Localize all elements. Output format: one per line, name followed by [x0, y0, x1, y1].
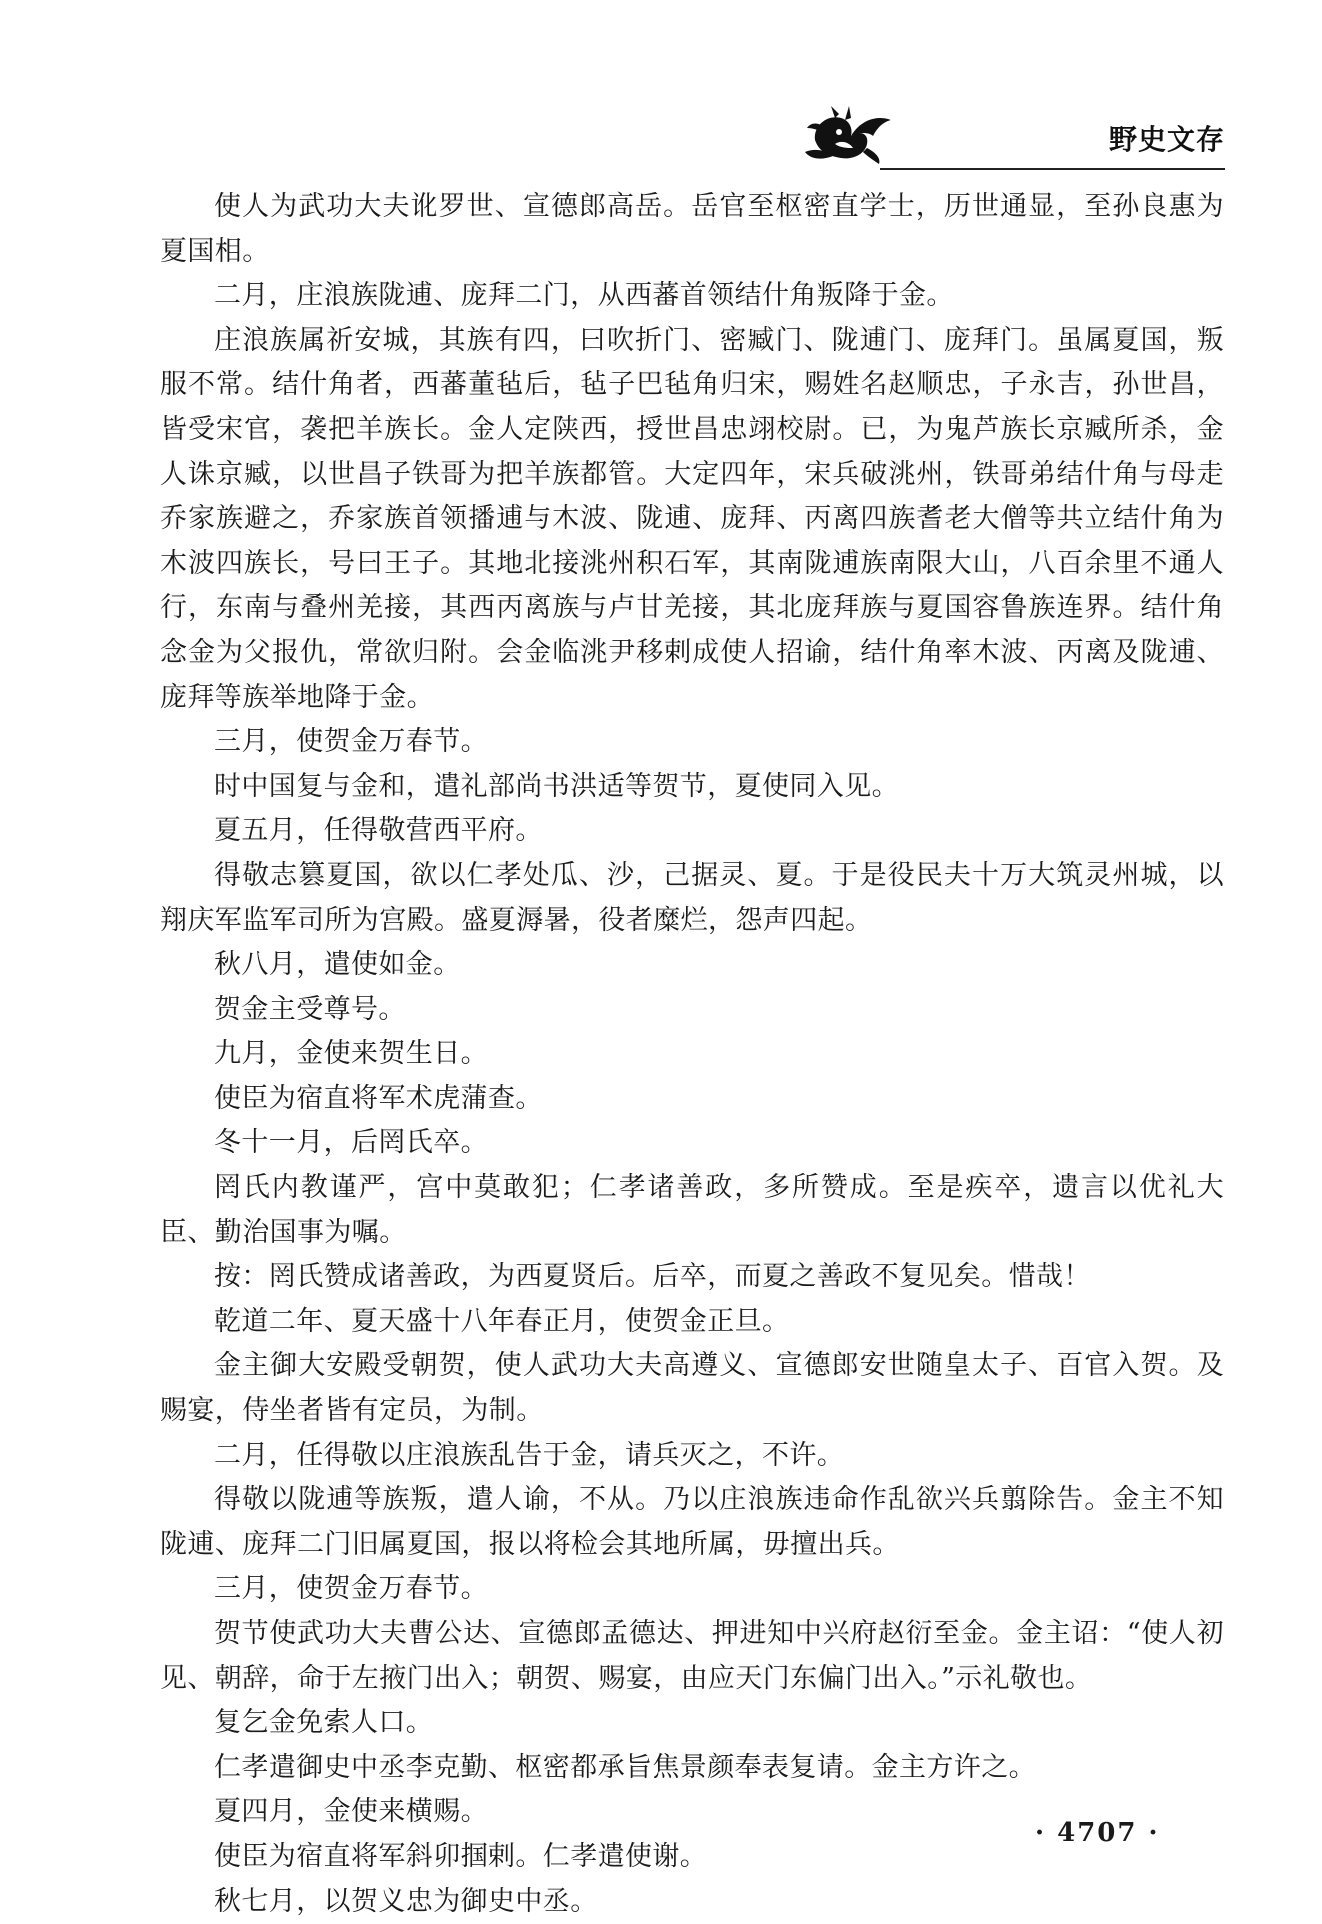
- paragraph: 金主御大安殿受朝贺，使人武功大夫高遵义、宣德郎安世随皇太子、百官入贺。及赐宴，侍坐者皆有定员，为制。: [160, 1350, 1224, 1427]
- dragon-emblem-icon: [795, 100, 905, 168]
- paragraph: 九月，金使来贺生日。: [214, 1038, 488, 1070]
- paragraph: 罔氏内教谨严，宫中莫敢犯；仁孝诸善政，多所赞成。至是疾卒，遗言以优礼大臣、勤治国事为嘱。: [160, 1172, 1224, 1248]
- paragraph: 使臣为宿直将军术虎蒲查。: [214, 1082, 543, 1114]
- header-rule: [880, 168, 1225, 170]
- paragraph: 时中国复与金和，遣礼部尚书洪适等贺节，夏使同入见。: [214, 770, 899, 802]
- running-header-title: 野史文存: [1108, 123, 1225, 156]
- page-body: [160, 185, 1224, 1924]
- paragraph: 得敬以陇逋等族叛，遣人谕，不从。乃以庄浪族违命作乱欲兴兵翦除告。金主不知陇逋、庞拜二门旧属夏国，报以将检会其地所属，毋擅出兵。: [160, 1484, 1224, 1560]
- paragraph: 贺金主受尊号。: [214, 993, 406, 1025]
- paragraph: 二月，庄浪族陇逋、庞拜二门，从西蕃首领结什角叛降于金。: [214, 280, 954, 312]
- paragraph: 庄浪族属祈安城，其族有四，曰吹折门、密臧门、陇逋门、庞拜门。虽属夏国，叛服不常。结什角者，西蕃董毡后，毡子巴毡角归宋，赐姓名赵顺忠，子永吉，孙世昌，皆受宋官，袭把羊族长。金人定陕西，授世昌忠翊校尉。已，为鬼芦族长京臧所杀，金人诛京臧，以世昌子铁哥为把羊族都管。大定四年，宋兵破洮州，铁哥弟结什角与母走乔家族避之，乔家族首领播逋与木波、陇逋、庞拜、丙离四族耆老大僧等共立结什角为木波四族长，号曰王子。其地北接洮州积石军，其南陇逋族南限大山，八百余里不通人行，东南与叠州羌接，其西丙离族与卢甘羌接，其北庞拜族与夏国容鲁族连界。结什角念金为父报仇，常欲归附。会金临洮尹移剌成使人招谕，结什角率木波、丙离及陇逋、庞拜等族举地降于金。: [160, 324, 1224, 713]
- paragraph: 按：罔氏赞成诸善政，为西夏贤后。后卒，而夏之善政不复见矣。惜哉！: [214, 1261, 1091, 1293]
- paragraph: 得敬志篡夏国，欲以仁孝处瓜、沙，己据灵、夏。于是役民夫十万大筑灵州城，以翔庆军监军司所为宫殿。盛夏溽暑，役者糜烂，怨声四起。: [160, 859, 1224, 936]
- paragraph: 夏五月，任得敬营西平府。: [214, 815, 543, 847]
- paragraph: 秋七月，以贺义忠为御史中丞。: [214, 1885, 598, 1917]
- paragraph: 秋八月，遣使如金。: [214, 949, 461, 981]
- paragraph: 冬十一月，后罔氏卒。: [214, 1127, 488, 1159]
- paragraph: 二月，任得敬以庄浪族乱告于金，请兵灭之，不许。: [214, 1439, 845, 1471]
- running-header: [160, 98, 1225, 172]
- paragraph: 使人为武功大夫讹罗世、宣德郎高岳。岳官至枢密直学士，历世通显，至孙良惠为夏国相。: [160, 191, 1224, 267]
- page-number: · 4707 ·: [1035, 1818, 1160, 1848]
- paragraph: 使臣为宿直将军斜卯掴剌。仁孝遣使谢。: [214, 1840, 708, 1872]
- paragraph: 三月，使贺金万春节。: [214, 726, 488, 758]
- paragraph: 三月，使贺金万春节。: [214, 1573, 488, 1605]
- paragraph: 夏四月，金使来横赐。: [214, 1796, 488, 1828]
- paragraph: 贺节使武功大夫曹公达、宣德郎孟德达、押进知中兴府赵衍至金。金主诏：“使人初见、朝辞，命于左掖门出入；朝贺、赐宴，由应天门东偏门出入。”示礼敬也。: [160, 1618, 1224, 1694]
- paragraph: 复乞金免索人口。: [214, 1707, 434, 1739]
- paragraph: 乾道二年、夏天盛十八年春正月，使贺金正旦。: [214, 1305, 790, 1337]
- paragraph: 仁孝遣御史中丞李克勤、枢密都承旨焦景颜奉表复请。金主方许之。: [214, 1751, 1036, 1783]
